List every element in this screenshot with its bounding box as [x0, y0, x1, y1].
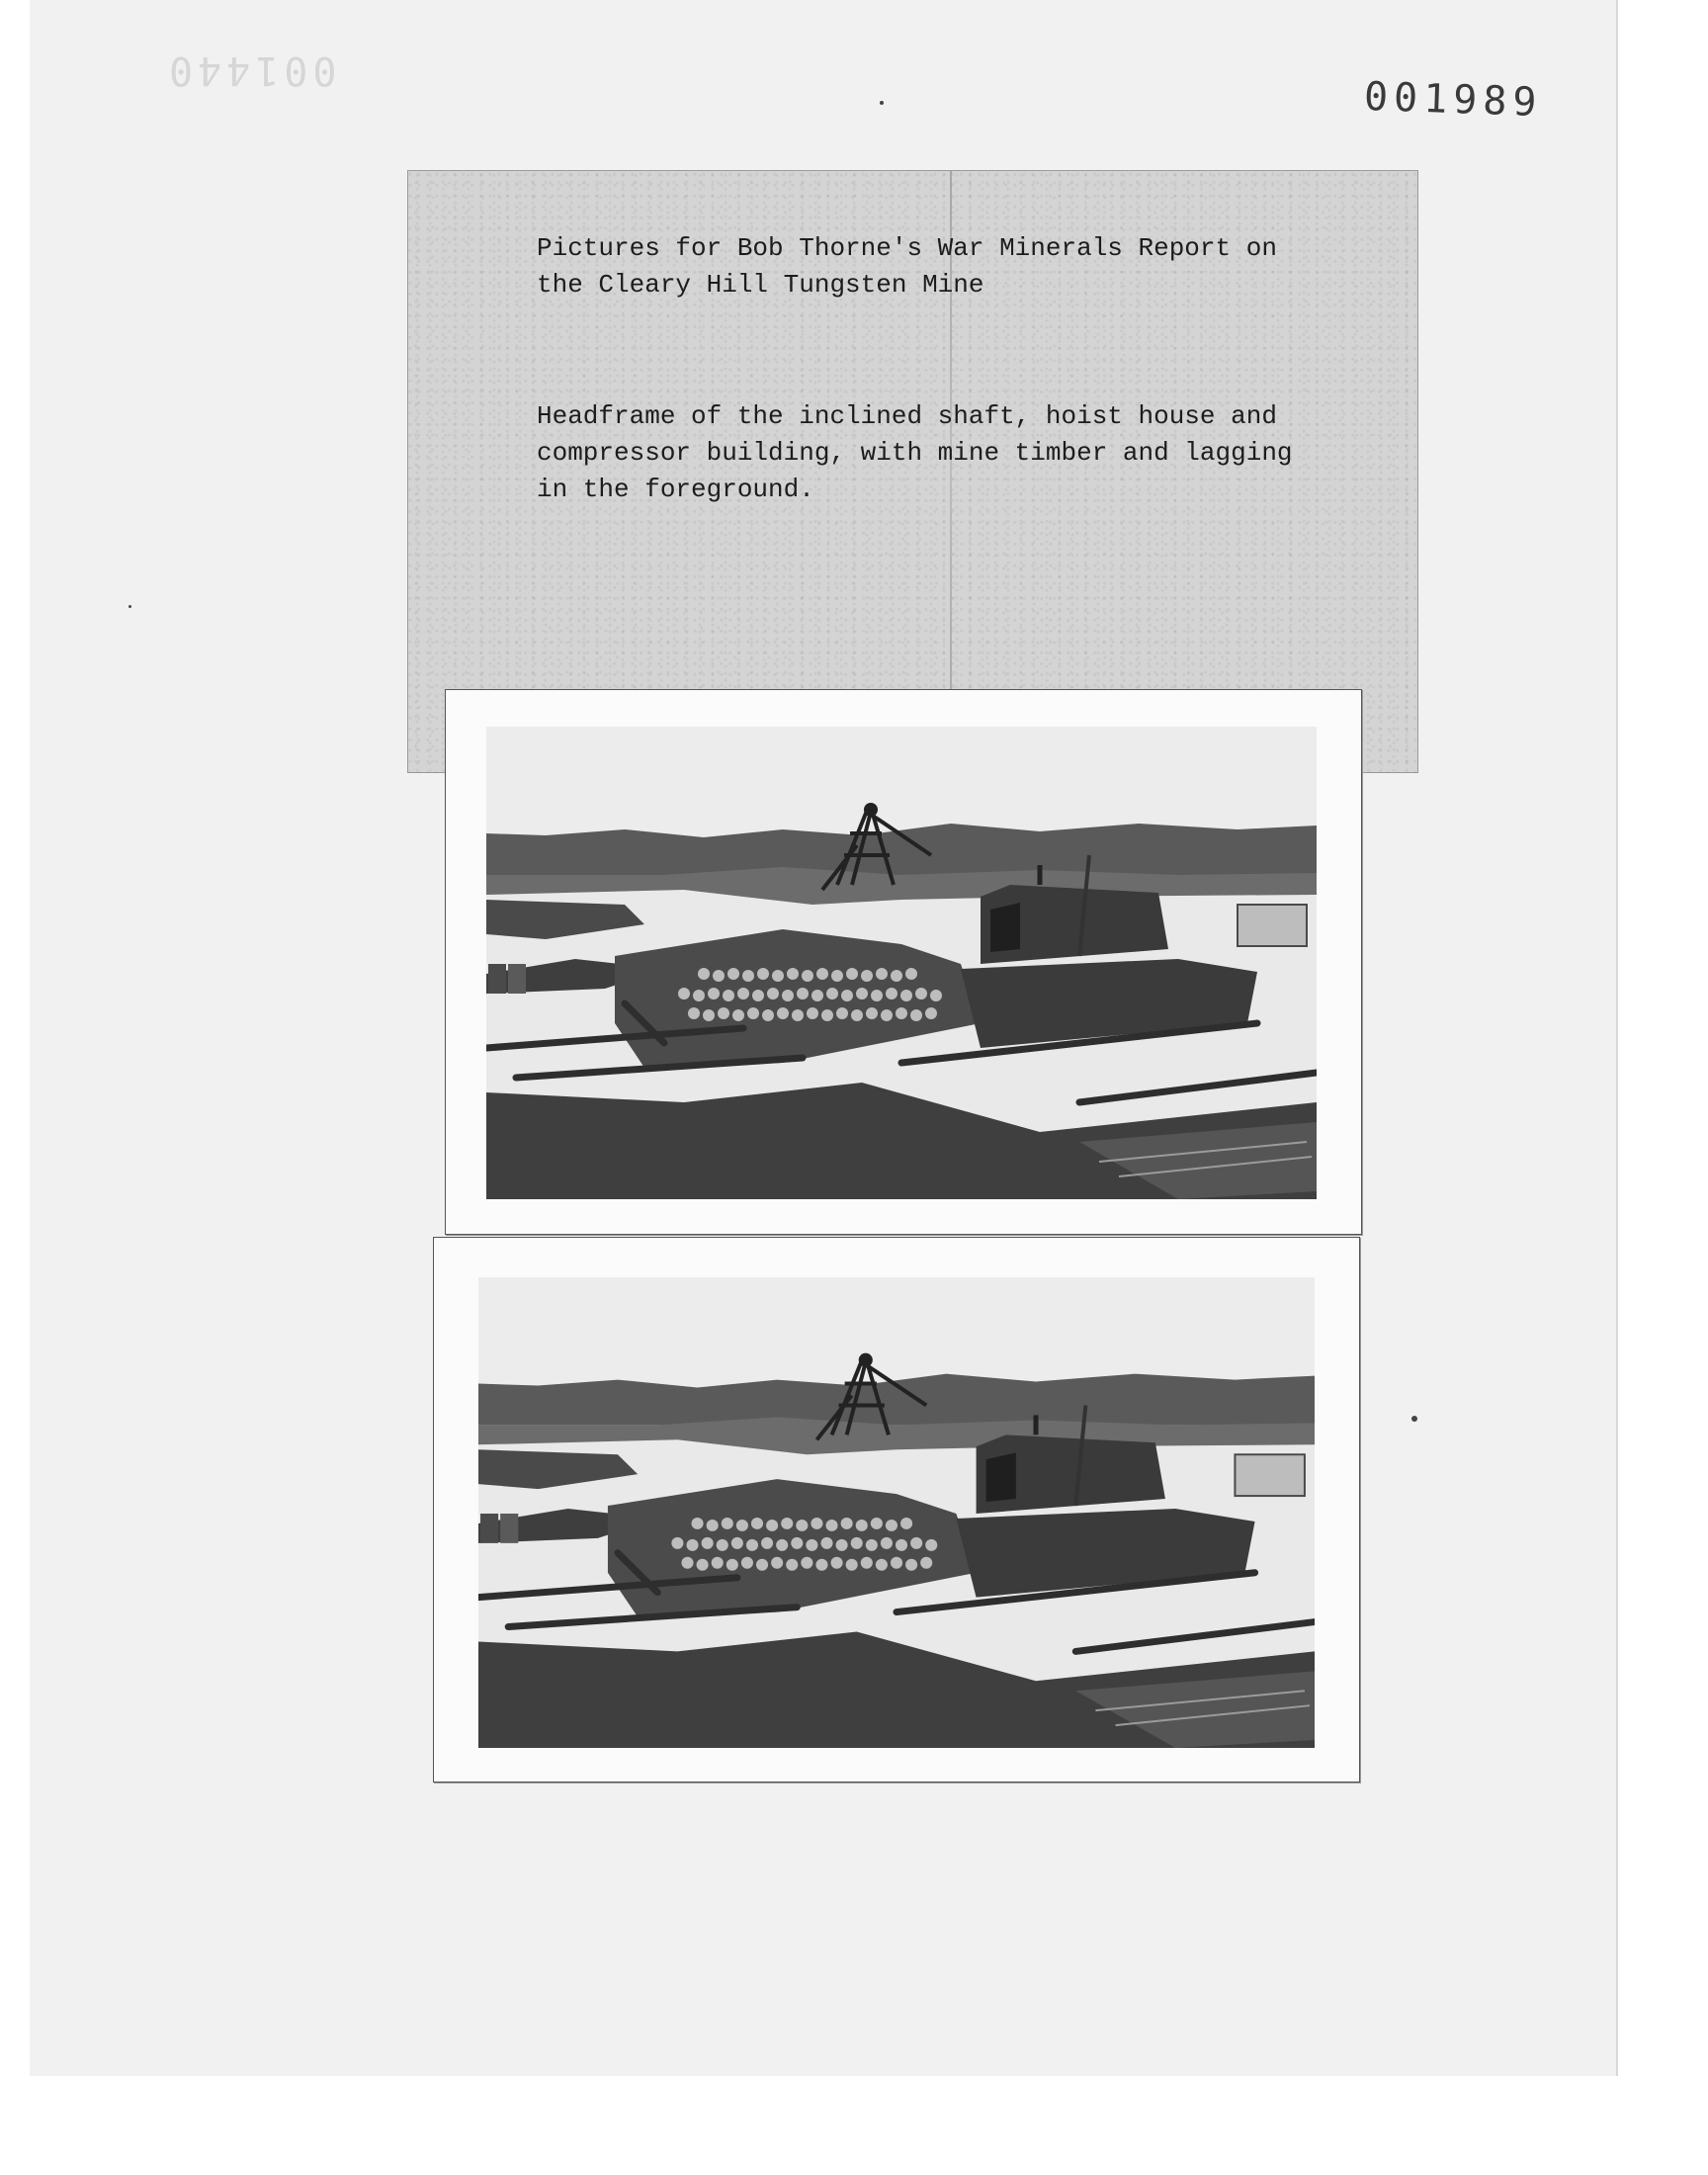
- scan-speck: [128, 605, 131, 608]
- scan-speck: [1411, 1416, 1417, 1422]
- mine-photograph-2: [433, 1237, 1360, 1783]
- caption-title: Pictures for Bob Thorne's War Minerals Report on the Cleary Hill Tungsten Mine: [537, 233, 1277, 300]
- scan-speck: [880, 101, 884, 105]
- mine-photo-image: [486, 727, 1317, 1199]
- scanned-sheet: [30, 0, 1618, 2076]
- caption-description: Headframe of the inclined shaft, hoist house and compressor building, with mine timber and lagging in the foreground.: [537, 401, 1293, 504]
- document-stamp-number: 001989: [1363, 73, 1544, 127]
- mine-photograph-1: [445, 689, 1362, 1235]
- mine-photo-image: [478, 1277, 1315, 1748]
- caption-card: [407, 170, 1418, 773]
- faded-stamp-number: 001440: [164, 47, 337, 93]
